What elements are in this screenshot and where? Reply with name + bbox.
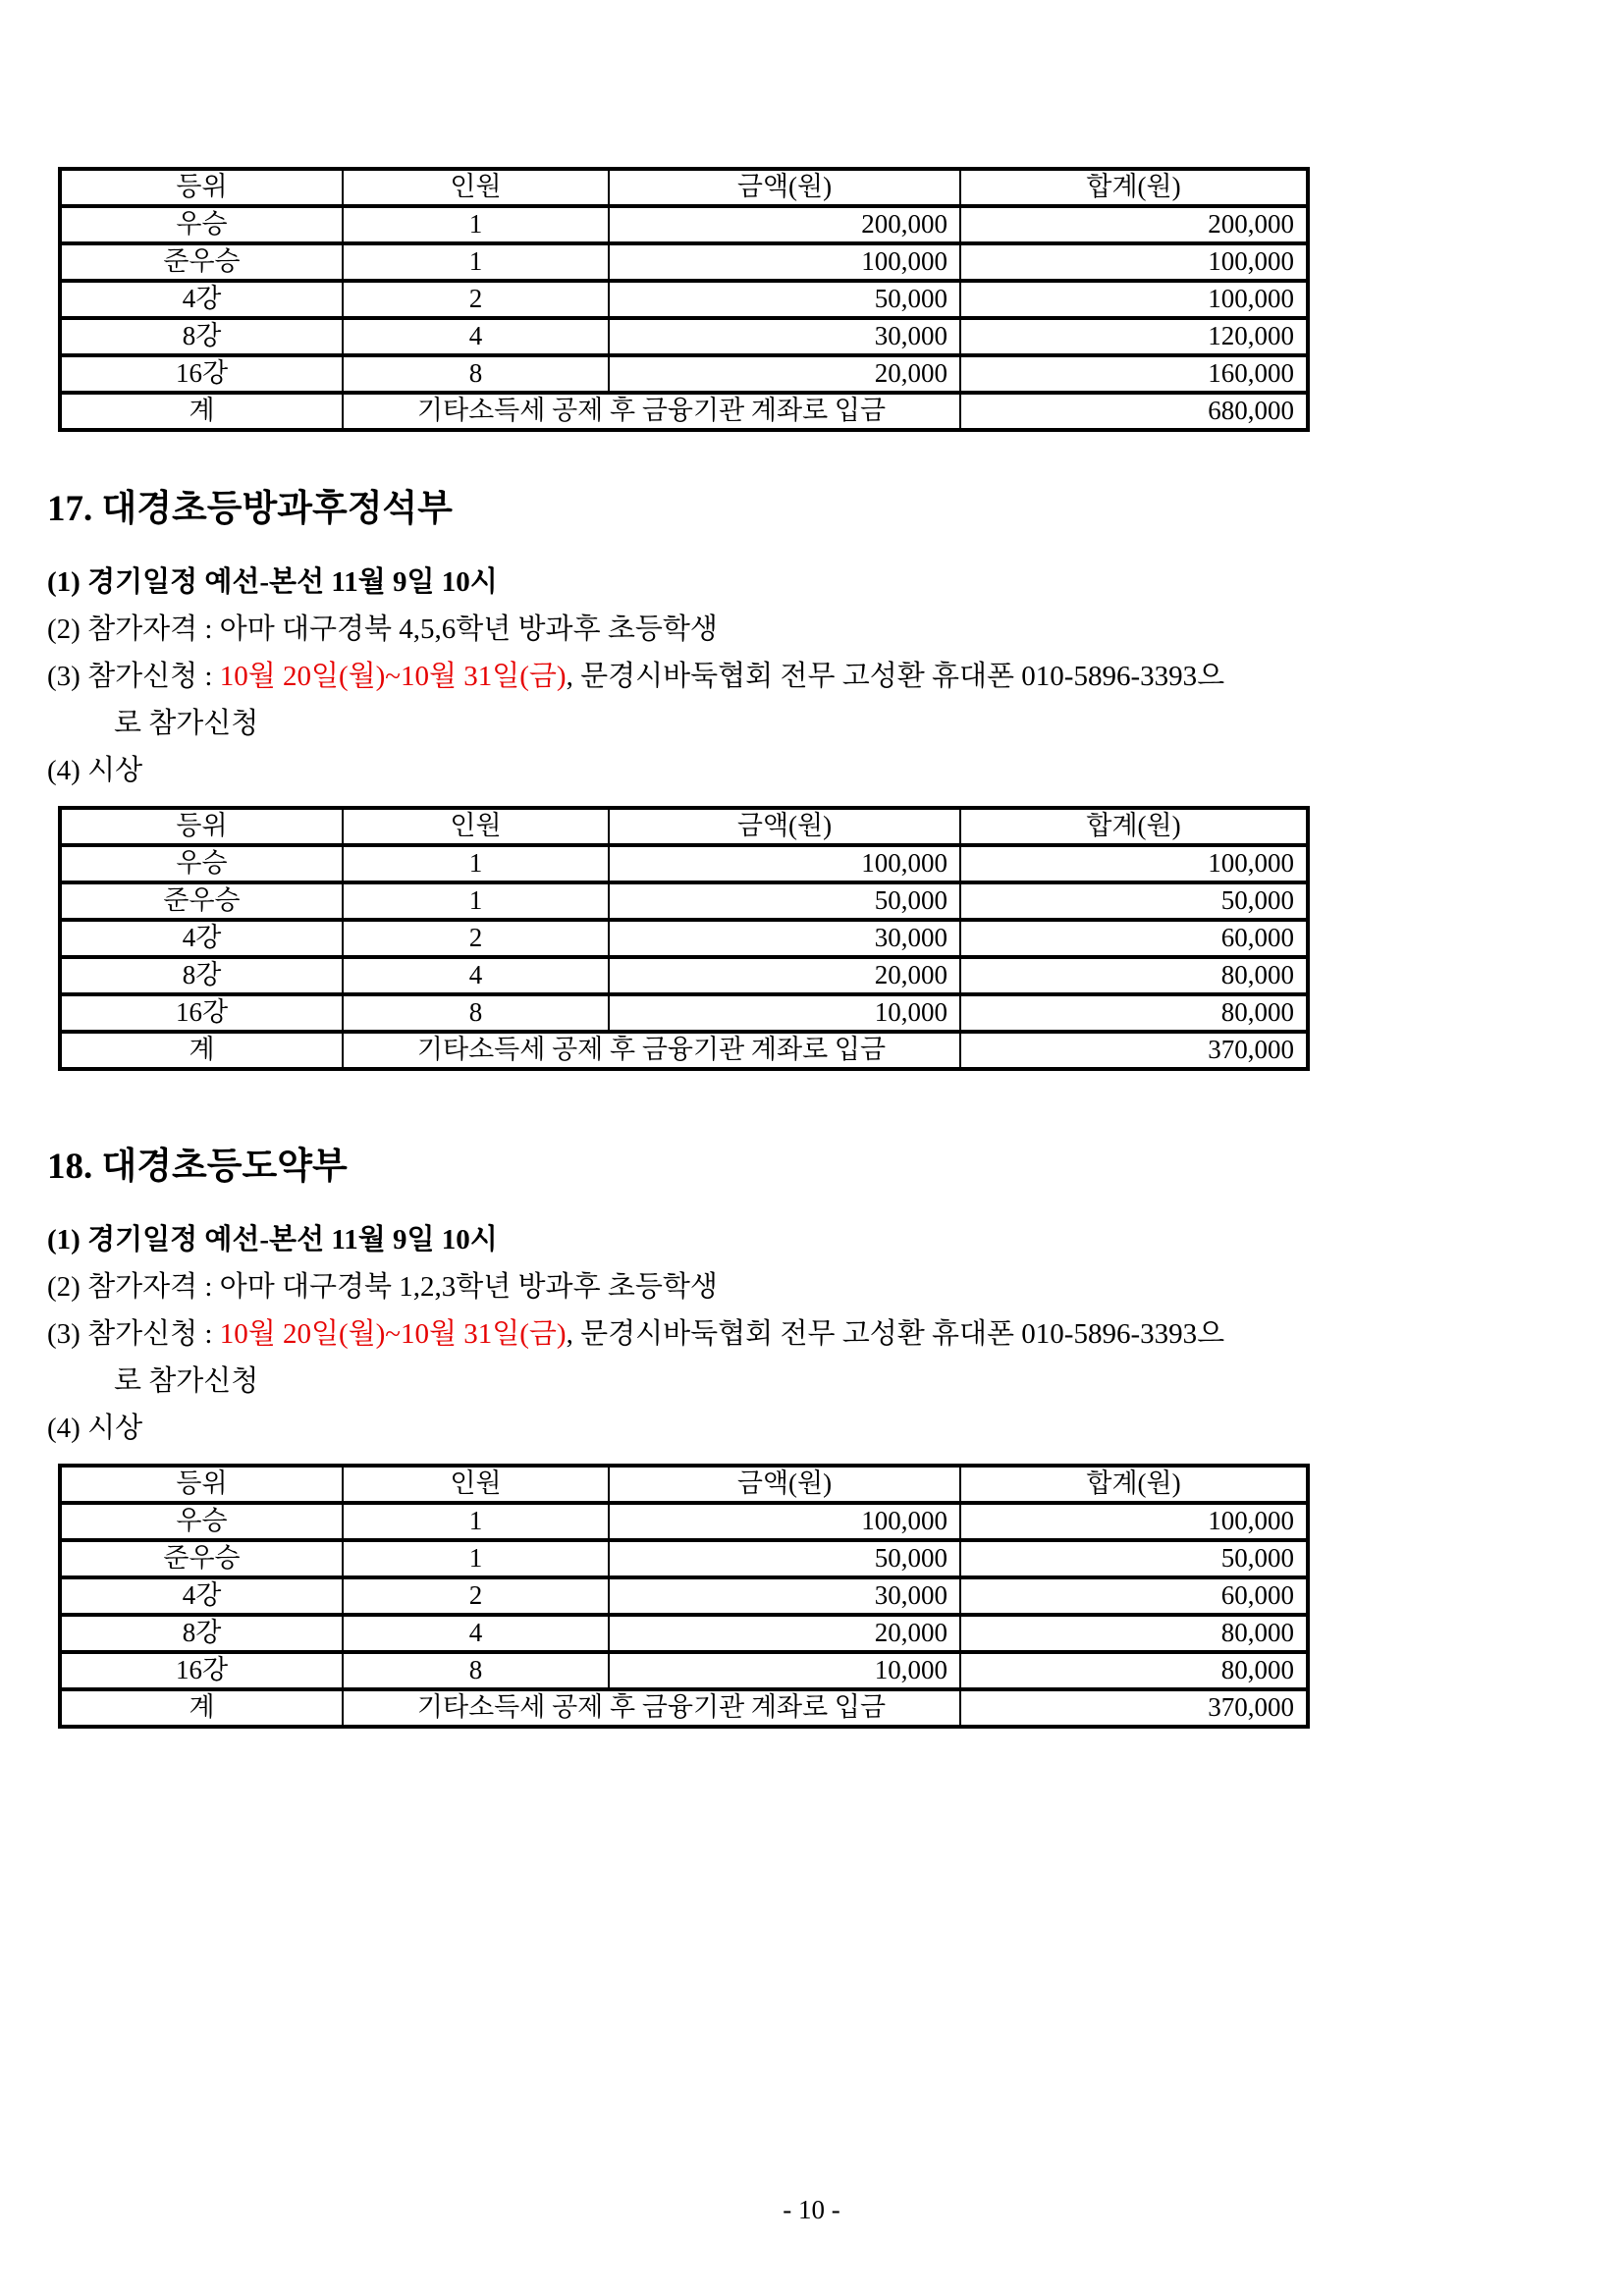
rank-cell: 준우승: [60, 1540, 343, 1577]
registration-suffix: , 문경시바둑협회 전무 고성환 휴대폰 010-5896-3393으: [566, 1318, 1225, 1350]
amount-cell: 20,000: [609, 1615, 960, 1652]
total-note-cell: 기타소득세 공제 후 금융기관 계좌로 입금: [343, 1032, 960, 1069]
column-header-rank: 등위: [60, 1466, 343, 1503]
people-cell: 2: [343, 920, 609, 957]
people-cell: 2: [343, 1577, 609, 1615]
section-17-heading: 17. 대경초등방과후정석부: [47, 489, 453, 529]
total-cell: 160,000: [960, 355, 1308, 393]
rank-cell: 우승: [60, 206, 343, 243]
registration-period: 10월 20일(월)~10월 31일(금): [219, 1318, 567, 1350]
table-row: [60, 1577, 1308, 1615]
people-cell: 1: [343, 882, 609, 920]
people-cell: 2: [343, 281, 609, 318]
column-header-total: 합계(원): [960, 1466, 1308, 1503]
amount-cell: 20,000: [609, 957, 960, 994]
total-cell: 80,000: [960, 957, 1308, 994]
amount-cell: 100,000: [609, 243, 960, 281]
amount-cell: 50,000: [609, 281, 960, 318]
table-row: [60, 243, 1308, 281]
total-cell: 60,000: [960, 920, 1308, 957]
total-label-cell: 계: [60, 393, 343, 430]
table-row: [60, 957, 1308, 994]
registration-prefix: (3) 참가신청 :: [47, 1318, 220, 1350]
amount-cell: 50,000: [609, 882, 960, 920]
grand-total-cell: 370,000: [960, 1032, 1308, 1069]
table-row: [60, 1540, 1308, 1577]
table-row: [60, 206, 1308, 243]
prize-table-3: [58, 1464, 1310, 1729]
section-18-registration: [47, 1310, 1623, 1358]
prize-table-2: [58, 806, 1310, 1071]
section-18-heading: 18. 대경초등도약부: [47, 1147, 348, 1187]
section-18-eligibility: (2) 참가자격 : 아마 대구경북 1,2,3학년 방과후 초등학생: [47, 1271, 718, 1303]
section-17-schedule: (1) 경기일정 예선-본선 11월 9일 10시: [47, 566, 498, 598]
amount-cell: 200,000: [609, 206, 960, 243]
column-header-total: 합계(원): [960, 169, 1308, 206]
table-total-row: [60, 1032, 1308, 1069]
amount-cell: 100,000: [609, 845, 960, 882]
rank-cell: 준우승: [60, 243, 343, 281]
section-17-registration-cont: 로 참가신청: [114, 708, 259, 739]
total-note-cell: 기타소득세 공제 후 금융기관 계좌로 입금: [343, 393, 960, 430]
amount-cell: 100,000: [609, 1503, 960, 1540]
column-header-rank: 등위: [60, 808, 343, 845]
table-row: [60, 1652, 1308, 1689]
rank-cell: 우승: [60, 845, 343, 882]
section-18-registration-cont: 로 참가신청: [114, 1365, 259, 1397]
table-row: [60, 994, 1308, 1032]
people-cell: 4: [343, 1615, 609, 1652]
column-header-total: 합계(원): [960, 808, 1308, 845]
total-note-cell: 기타소득세 공제 후 금융기관 계좌로 입금: [343, 1689, 960, 1727]
table-row: [60, 845, 1308, 882]
column-header-people: 인원: [343, 808, 609, 845]
people-cell: 1: [343, 1503, 609, 1540]
column-header-rank: 등위: [60, 169, 343, 206]
table-header-row: [60, 808, 1308, 845]
section-17-registration: [47, 653, 1623, 700]
people-cell: 1: [343, 1540, 609, 1577]
total-cell: 60,000: [960, 1577, 1308, 1615]
total-cell: 50,000: [960, 1540, 1308, 1577]
people-cell: 4: [343, 318, 609, 355]
total-cell: 120,000: [960, 318, 1308, 355]
total-cell: 200,000: [960, 206, 1308, 243]
total-label-cell: 계: [60, 1032, 343, 1069]
total-label-cell: 계: [60, 1689, 343, 1727]
total-cell: 100,000: [960, 1503, 1308, 1540]
rank-cell: 8강: [60, 1615, 343, 1652]
rank-cell: 16강: [60, 1652, 343, 1689]
amount-cell: 30,000: [609, 318, 960, 355]
amount-cell: 30,000: [609, 920, 960, 957]
amount-cell: 50,000: [609, 1540, 960, 1577]
table-header-row: [60, 169, 1308, 206]
table-row: [60, 355, 1308, 393]
rank-cell: 우승: [60, 1503, 343, 1540]
people-cell: 4: [343, 957, 609, 994]
total-cell: 80,000: [960, 1615, 1308, 1652]
people-cell: 8: [343, 994, 609, 1032]
people-cell: 8: [343, 355, 609, 393]
column-header-amount: 금액(원): [609, 169, 960, 206]
grand-total-cell: 370,000: [960, 1689, 1308, 1727]
people-cell: 1: [343, 845, 609, 882]
registration-suffix: , 문경시바둑협회 전무 고성환 휴대폰 010-5896-3393으: [566, 661, 1225, 692]
section-17-eligibility: (2) 참가자격 : 아마 대구경북 4,5,6학년 방과후 초등학생: [47, 614, 718, 645]
grand-total-cell: 680,000: [960, 393, 1308, 430]
registration-period: 10월 20일(월)~10월 31일(금): [219, 661, 567, 692]
rank-cell: 8강: [60, 318, 343, 355]
total-cell: 100,000: [960, 281, 1308, 318]
total-cell: 50,000: [960, 882, 1308, 920]
prize-table-1: [58, 167, 1310, 432]
rank-cell: 4강: [60, 281, 343, 318]
total-cell: 100,000: [960, 243, 1308, 281]
page-number: - 10 -: [783, 2195, 840, 2224]
rank-cell: 4강: [60, 1577, 343, 1615]
people-cell: 8: [343, 1652, 609, 1689]
rank-cell: 8강: [60, 957, 343, 994]
section-18-schedule: (1) 경기일정 예선-본선 11월 9일 10시: [47, 1224, 498, 1255]
table-header-row: [60, 1466, 1308, 1503]
people-cell: 1: [343, 243, 609, 281]
table-row: [60, 920, 1308, 957]
amount-cell: 30,000: [609, 1577, 960, 1615]
total-cell: 80,000: [960, 994, 1308, 1032]
rank-cell: 16강: [60, 355, 343, 393]
rank-cell: 16강: [60, 994, 343, 1032]
table-row: [60, 281, 1308, 318]
table-row: [60, 318, 1308, 355]
registration-prefix: (3) 참가신청 :: [47, 661, 220, 692]
table-total-row: [60, 393, 1308, 430]
table-row: [60, 1503, 1308, 1540]
section-17-awards-label: (4) 시상: [47, 755, 143, 786]
total-cell: 100,000: [960, 845, 1308, 882]
amount-cell: 10,000: [609, 1652, 960, 1689]
table-row: [60, 1615, 1308, 1652]
column-header-people: 인원: [343, 169, 609, 206]
table-total-row: [60, 1689, 1308, 1727]
column-header-amount: 금액(원): [609, 1466, 960, 1503]
total-cell: 80,000: [960, 1652, 1308, 1689]
table-row: [60, 882, 1308, 920]
section-18-awards-label: (4) 시상: [47, 1413, 143, 1444]
column-header-people: 인원: [343, 1466, 609, 1503]
people-cell: 1: [343, 206, 609, 243]
column-header-amount: 금액(원): [609, 808, 960, 845]
amount-cell: 10,000: [609, 994, 960, 1032]
amount-cell: 20,000: [609, 355, 960, 393]
rank-cell: 4강: [60, 920, 343, 957]
rank-cell: 준우승: [60, 882, 343, 920]
